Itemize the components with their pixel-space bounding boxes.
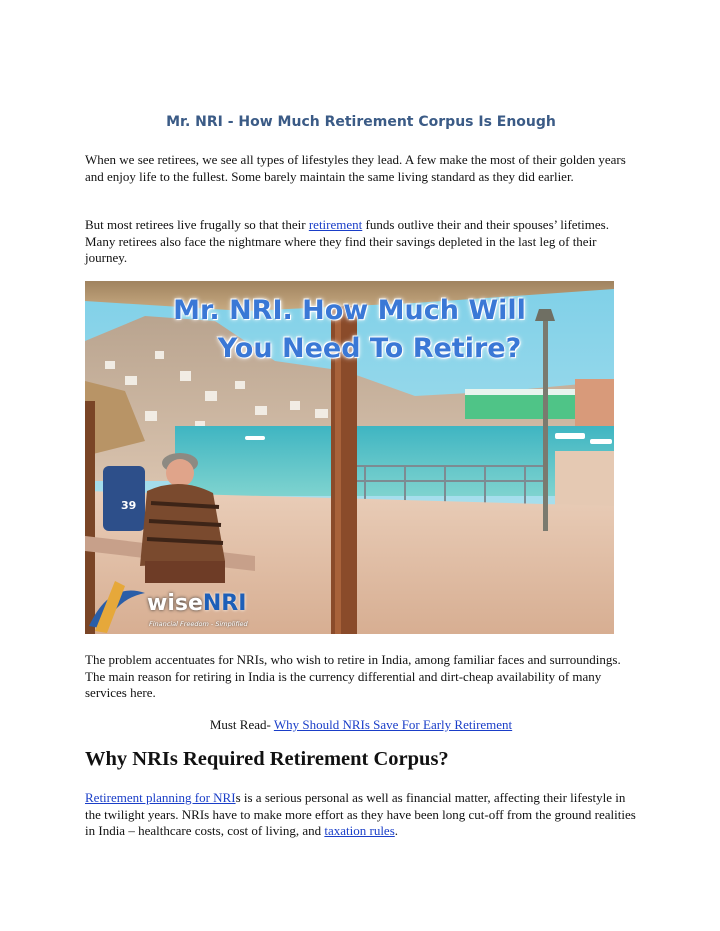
- frugal-paragraph-text-end: funds outlive their and their spouses’ lifetimes. Many retirees also face the nightmare where they find their savings depleted in the last leg of their journey.: [85, 217, 609, 265]
- must-read-link[interactable]: Why Should NRIs Save For Early Retirement: [273, 717, 513, 732]
- hero-image: [85, 281, 614, 634]
- must-read-line: [85, 717, 637, 734]
- retirement-link[interactable]: retirement: [308, 217, 363, 232]
- frugal-paragraph: [85, 217, 637, 267]
- casino-building: [575, 379, 614, 429]
- section-heading: Why NRIs Required Retirement Corpus?: [85, 748, 449, 770]
- intro-paragraph: When we see retirees, we see all types of lifestyles they lead. A few make the most of their golden years and enjoy life to the fullest. Some barely maintain the same living standard as they did earlier.: [85, 152, 626, 184]
- logo-text: [147, 591, 246, 616]
- taxation-rules-link[interactable]: taxation rules: [324, 823, 395, 838]
- logo-tagline: Financial Freedom - Simplified: [149, 620, 248, 628]
- sea: [175, 426, 614, 496]
- retirement-planning-text: s is a serious personal as well as financial matter, affecting their lifestyle in the twilight years. NRIs have to make more effort as they have been long cut-off from the ground realities in India – healthcare costs, cost of living, and: [85, 790, 636, 838]
- bin-number: 39: [121, 499, 137, 512]
- frugal-paragraph-text-start: But most retirees live frugally so that their: [85, 217, 309, 232]
- image-title-line1: Mr. NRI. How Much Will: [173, 295, 526, 326]
- wisenri-logo: [89, 583, 289, 631]
- logo-wise: wise: [147, 591, 203, 616]
- pier-building: [465, 393, 575, 419]
- retirement-planning-end: .: [394, 823, 399, 838]
- logo-nri: NRI: [202, 591, 247, 616]
- retirement-planning-link[interactable]: Retirement planning for NRI: [85, 790, 236, 805]
- retirement-planning-paragraph: [85, 790, 637, 840]
- image-title-line2: You Need To Retire?: [217, 333, 522, 364]
- document-title: Mr. NRI - How Much Retirement Corpus Is Enough: [166, 114, 556, 130]
- must-read-label: Must Read-: [209, 717, 274, 732]
- nri-problem-paragraph: The problem accentuates for NRIs, who wish to retire in India, among familiar faces and surroundings. The main reason for retiring in India is the currency differential and dirt-cheap availability of many services here.: [85, 652, 621, 700]
